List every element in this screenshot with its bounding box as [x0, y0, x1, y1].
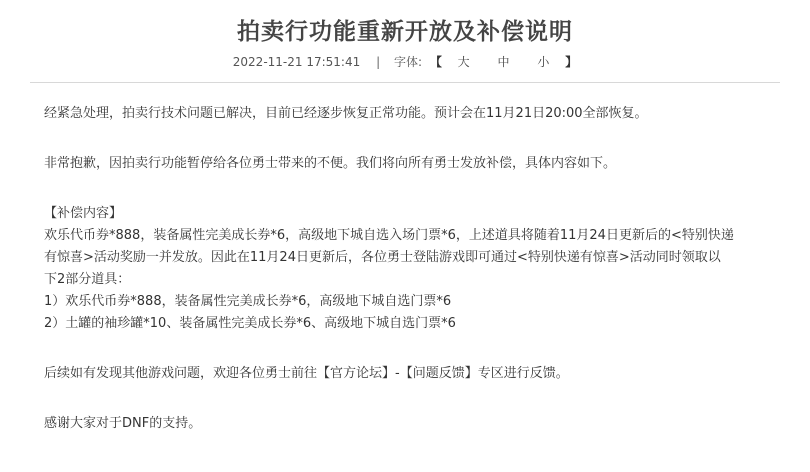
article-meta — [0, 53, 810, 71]
title-divider — [30, 82, 780, 83]
paragraph-feedback: 后续如有发现其他游戏问题，欢迎各位勇士前往【官方论坛】-【问题反馈】专区进行反馈。 — [44, 366, 569, 381]
font-size-small-link[interactable]: 小 — [537, 55, 550, 69]
font-bracket-open: 【 — [429, 55, 442, 69]
compensation-item-1: 1）欢乐代币券*888，装备属性完美成长券*6，高级地下城自选门票*6 — [44, 294, 452, 309]
compensation-line-2: 有惊喜>活动奖励一并发放。因此在11月24日更新后，各位勇士登陆游戏即可通过<特别快递有惊喜>活动同时领取以 — [44, 250, 721, 265]
font-bracket-close: 】 — [565, 55, 578, 69]
paragraph-gap — [44, 175, 784, 203]
font-size-large-link[interactable]: 大 — [457, 55, 470, 69]
paragraph-gap — [44, 125, 784, 153]
paragraph-apology: 非常抱歉，因拍卖行功能暂停给各位勇士带来的不便。我们将向所有勇士发放补偿，具体内容如下。 — [44, 156, 617, 171]
publish-date: 2022-11-21 17:51:41 — [232, 55, 361, 69]
font-size-medium-link[interactable]: 中 — [497, 55, 510, 69]
meta-separator: | — [376, 55, 381, 69]
compensation-item-2: 2）土罐的袖珍罐*10、装备属性完美成长券*6、高级地下城自选门票*6 — [44, 316, 456, 331]
paragraph-gap — [44, 335, 784, 363]
font-size-label: 字体: — [393, 55, 422, 69]
article-body — [44, 103, 784, 435]
paragraph-thanks: 感谢大家对于DNF的支持。 — [44, 416, 202, 431]
paragraph-status: 经紧急处理，拍卖行技术问题已解决，目前已经逐步恢复正常功能。预计会在11月21日20:00全部恢复。 — [44, 106, 648, 121]
paragraph-gap — [44, 385, 784, 413]
compensation-line-3: 下2部分道具： — [44, 272, 131, 287]
compensation-line-1: 欢乐代币券*888，装备属性完美成长券*6，高级地下城自选入场门票*6，上述道具将随着11月24日更新后的<特别快递 — [44, 228, 734, 243]
article-title: 拍卖行功能重新开放及补偿说明 — [237, 19, 573, 45]
compensation-heading: 【补偿内容】 — [44, 206, 123, 221]
